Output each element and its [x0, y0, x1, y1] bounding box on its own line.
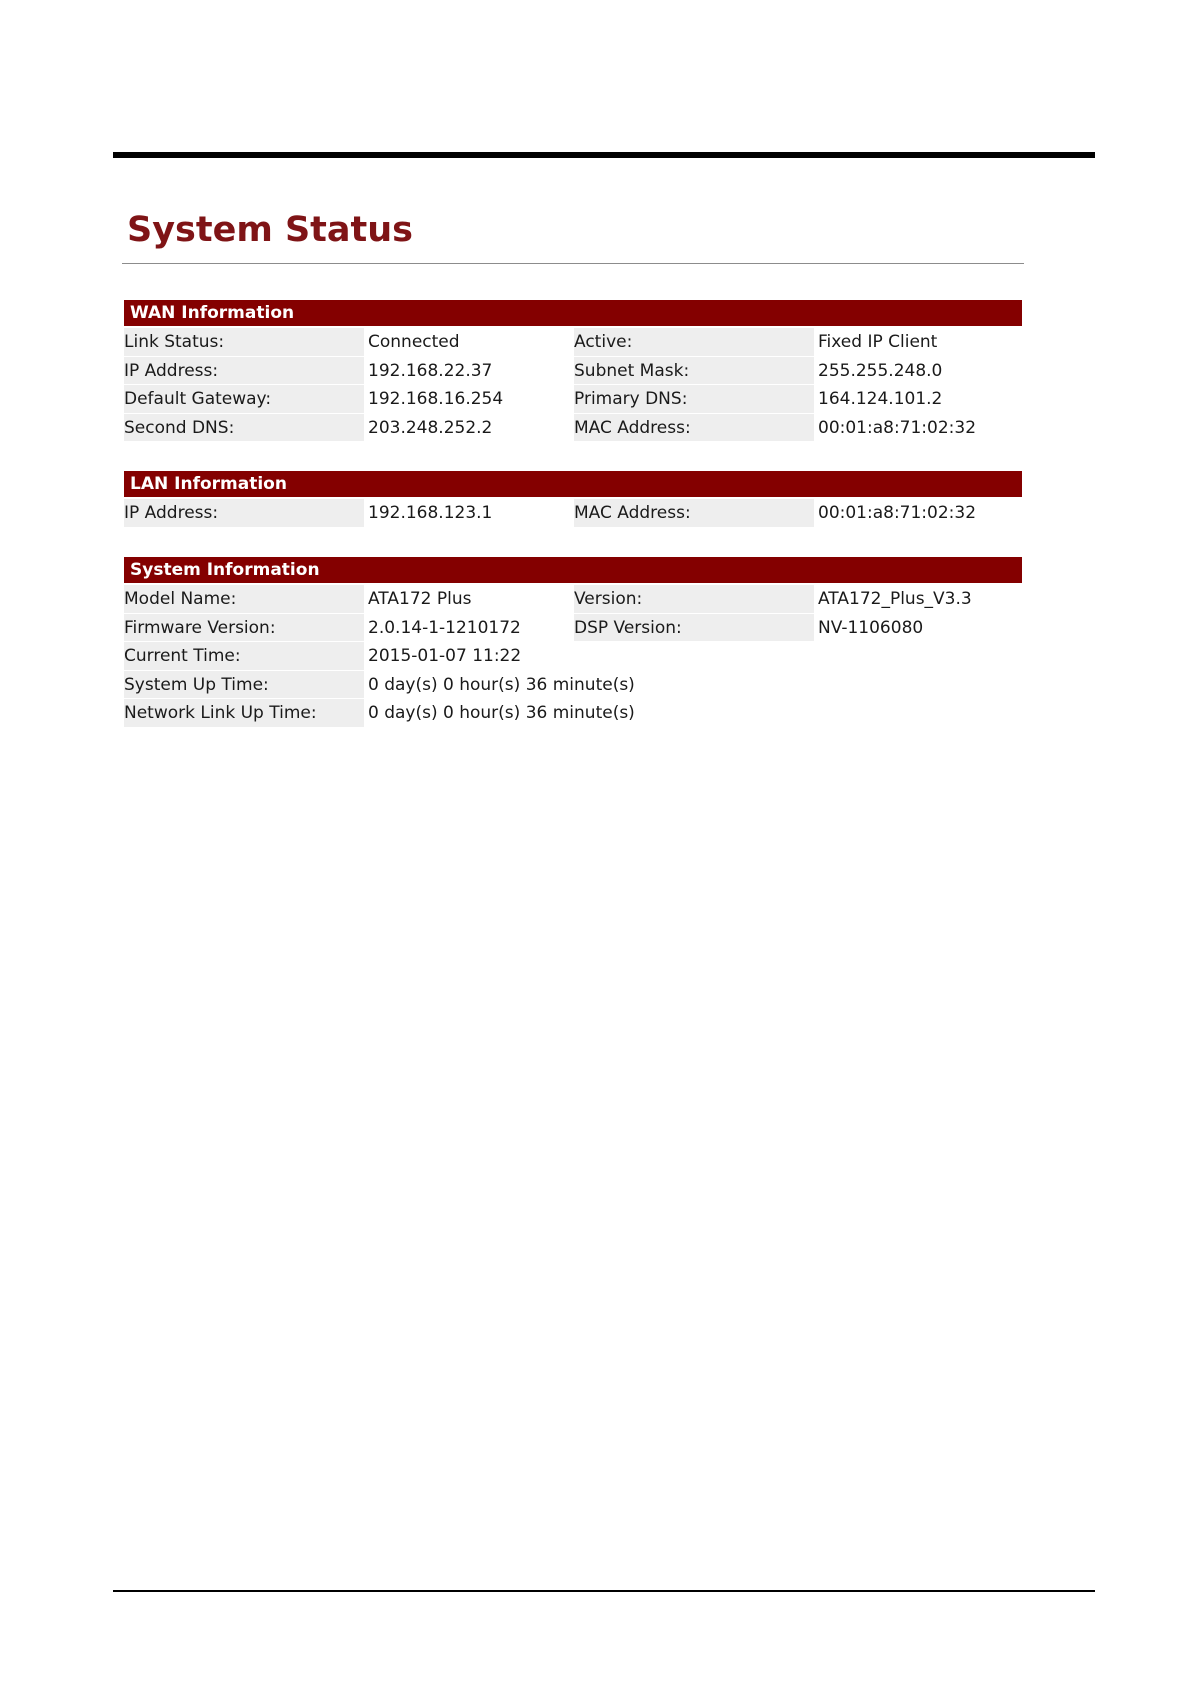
wan-mac-address-value: 00:01:a8:71:02:32: [818, 417, 977, 438]
current-time-value: 2015-01-07 11:22: [368, 646, 522, 667]
version-label: Version:: [574, 585, 814, 614]
lan-information-section: [124, 471, 1022, 528]
wan-subnet-mask-value: 255.255.248.0: [818, 360, 943, 381]
model-name-label: Model Name:: [124, 585, 364, 614]
firmware-version-label: Firmware Version:: [124, 614, 364, 643]
firmware-version-value: 2.0.14-1-1210172: [368, 617, 521, 638]
system-row-system-up-time: [124, 671, 1022, 700]
lan-row-ip-address: [124, 499, 1022, 528]
system-up-time-label: System Up Time:: [124, 671, 364, 700]
wan-default-gateway-label: Default Gateway:: [124, 385, 364, 414]
wan-information-header: WAN Information: [124, 300, 1022, 326]
lan-mac-address-value: 00:01:a8:71:02:32: [818, 503, 977, 523]
system-information-section: [124, 557, 1022, 728]
wan-primary-dns-value: 164.124.101.2: [818, 389, 943, 410]
network-link-up-time-value: 0 day(s) 0 hour(s) 36 minute(s): [368, 703, 635, 724]
lan-mac-address-label: MAC Address:: [574, 499, 814, 528]
wan-active-value: Fixed IP Client: [818, 332, 938, 352]
dsp-version-value: NV-1106080: [818, 617, 924, 638]
system-information-header: System Information: [124, 557, 1022, 583]
lan-ip-address-label: IP Address:: [124, 499, 364, 528]
network-link-up-time-label: Network Link Up Time:: [124, 699, 364, 728]
wan-row-default-gateway: [124, 385, 1022, 414]
title-divider: [122, 263, 1024, 264]
wan-link-status-label: Link Status:: [124, 328, 364, 357]
model-name-value: ATA172 Plus: [368, 589, 472, 609]
wan-default-gateway-value: 192.168.16.254: [368, 389, 504, 410]
lan-information-header: LAN Information: [124, 471, 1022, 497]
system-row-firmware-version: [124, 614, 1022, 643]
wan-primary-dns-label: Primary DNS:: [574, 385, 814, 414]
wan-ip-address-value: 192.168.22.37: [368, 360, 493, 381]
wan-row-link-status: [124, 328, 1022, 357]
system-row-current-time: [124, 642, 1022, 671]
wan-mac-address-label: MAC Address:: [574, 414, 814, 443]
top-page-rule: [113, 152, 1095, 158]
wan-subnet-mask-label: Subnet Mask:: [574, 357, 814, 386]
page-title: System Status: [127, 210, 414, 250]
wan-active-label: Active:: [574, 328, 814, 357]
lan-ip-address-value: 192.168.123.1: [368, 503, 493, 523]
wan-second-dns-value: 203.248.252.2: [368, 417, 493, 438]
system-up-time-value: 0 day(s) 0 hour(s) 36 minute(s): [368, 674, 635, 695]
wan-information-section: [124, 300, 1022, 442]
dsp-version-label: DSP Version:: [574, 614, 814, 643]
wan-row-second-dns: [124, 414, 1022, 443]
system-row-network-link-up-time: [124, 699, 1022, 728]
wan-row-ip-address: [124, 357, 1022, 386]
version-value: ATA172_Plus_V3.3: [818, 589, 972, 609]
wan-second-dns-label: Second DNS:: [124, 414, 364, 443]
system-row-model-name: [124, 585, 1022, 614]
bottom-page-rule: [113, 1590, 1095, 1592]
current-time-label: Current Time:: [124, 642, 364, 671]
wan-ip-address-label: IP Address:: [124, 357, 364, 386]
wan-link-status-value: Connected: [368, 332, 460, 352]
